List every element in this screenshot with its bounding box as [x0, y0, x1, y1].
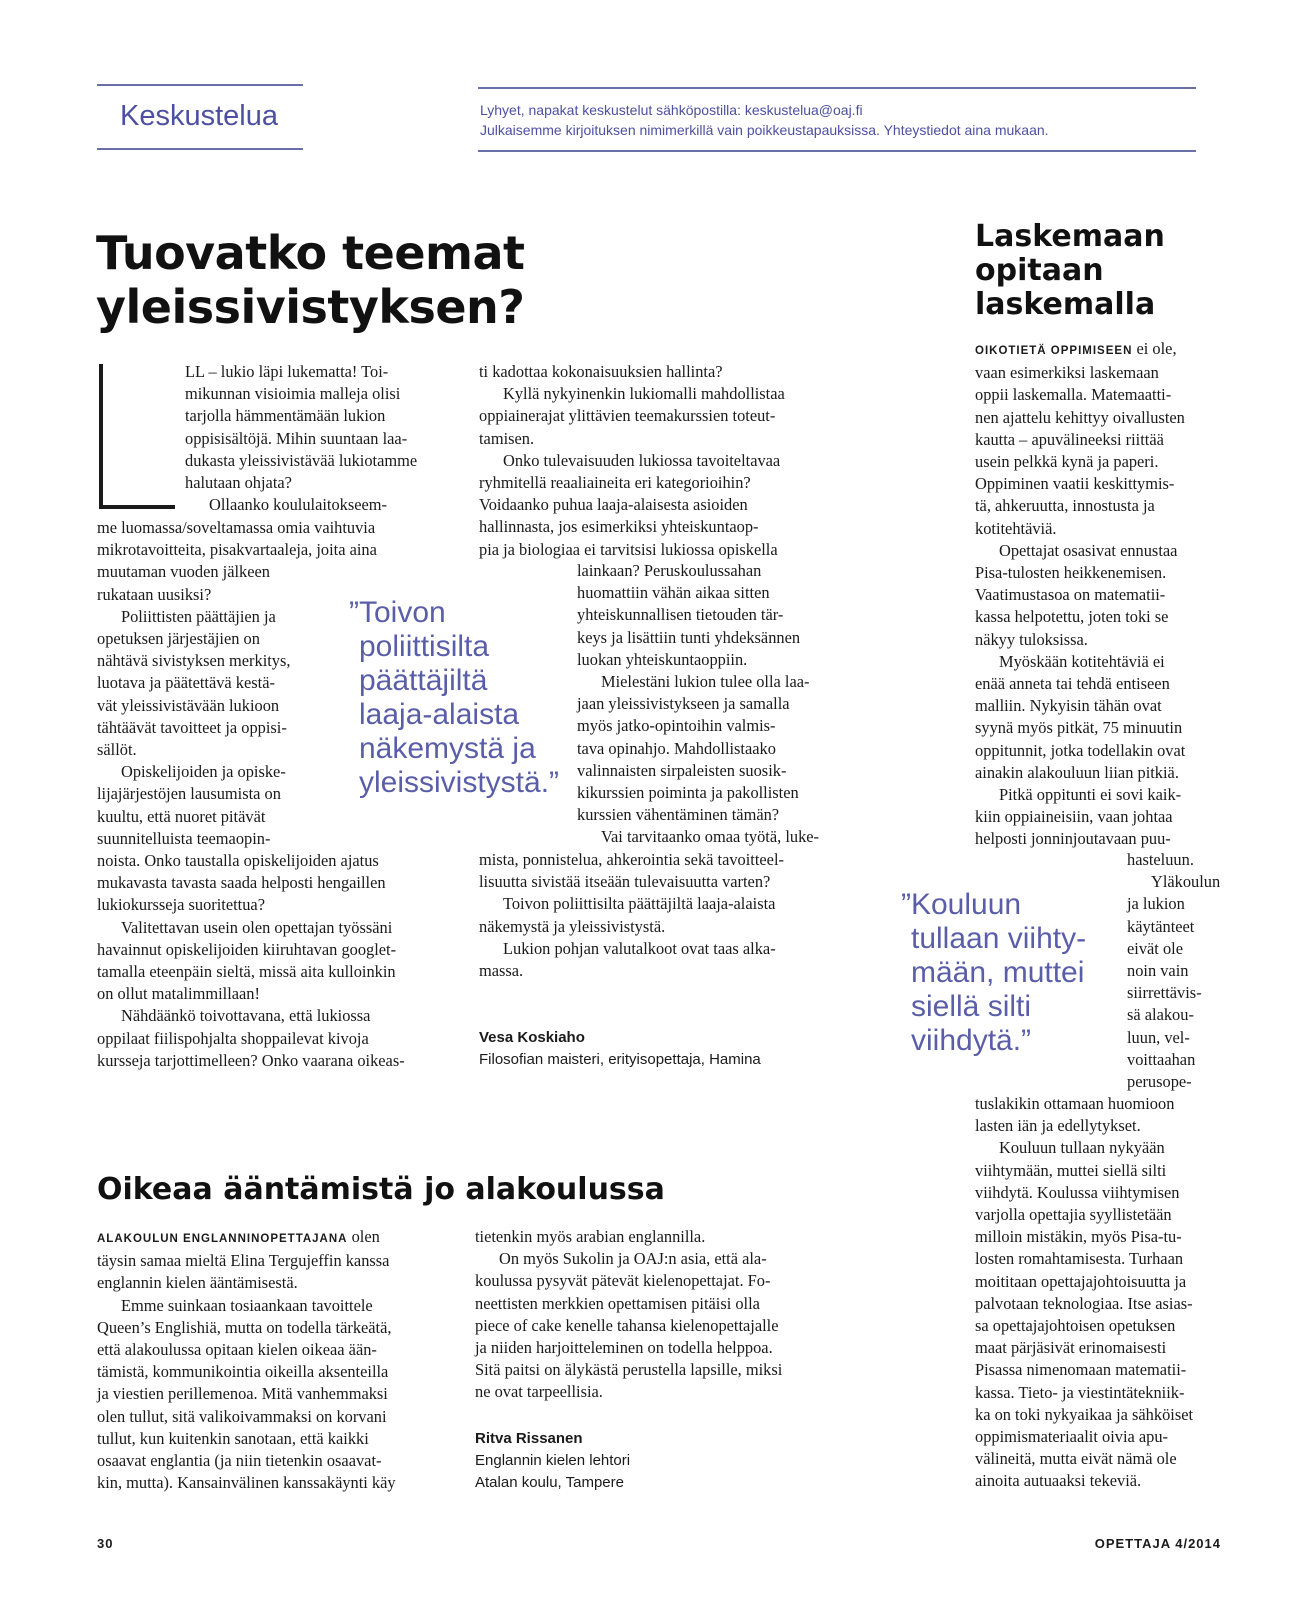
header-rule-left-bottom: [97, 148, 303, 150]
article1-col1-line: kuultu, että nuoret pitävät: [97, 806, 266, 826]
dropcap-l-shape: [98, 364, 175, 510]
article3-line: ainakin alakouluun liian pitkiä.: [975, 762, 1179, 782]
article1-col2-bottom: [479, 849, 839, 982]
article1-col1-line: oppilaat fiilispohjalta shoppailevat kivoja: [97, 1028, 369, 1048]
article1-byline: [479, 1027, 761, 1071]
article3-line: syynä myös pitkät, 75 minuutin: [975, 718, 1183, 738]
article3-line: varjolla opettajia syyllistetään: [975, 1205, 1172, 1225]
article3-line: oppitunnit, jotka todellakin ovat: [975, 740, 1186, 760]
article1-col1-line: tamalla eteenpäin sieltä, missä aita kulloinkin: [97, 962, 396, 982]
article3-line: kiin oppiaineisiin, vaan johtaa: [975, 807, 1173, 827]
article3-line: näkyy tuloksissa.: [975, 629, 1088, 649]
article2-col1-line: Emme suinkaan tosiaankaan tavoittele: [121, 1295, 373, 1315]
article1-pullquote-line: ”Toivon: [349, 596, 446, 629]
article2-headline: Oikeaa ääntämistä jo alakoulussa: [97, 1172, 665, 1207]
article3-headline-line3: laskemalla: [975, 287, 1156, 322]
article1-col1-line: Valitettavan usein olen opettajan työssäni: [121, 917, 393, 937]
article1-col1-line: nähtävä sivistyksen merkitys,: [97, 651, 291, 671]
article3-pullquote-line: siellä silti: [911, 990, 1032, 1023]
article3-line: tuslakikin ottamaan huomioon: [975, 1094, 1175, 1113]
article1-col2-line: kurssien vähentäminen tämän?: [577, 805, 780, 825]
article3-line: siirrettävis-: [1127, 983, 1202, 1003]
article1-col1-line: dukasta yleissivistävää lukiotamme: [185, 450, 418, 470]
article1-author-name: Vesa Koskiaho: [479, 1029, 585, 1046]
article1-col1-line: vät yleissivistävään lukioon: [97, 695, 280, 715]
article2-col2-line: On myös Sukolin ja OAJ:n asia, että ala-: [499, 1249, 767, 1269]
article1-col2-line: jaan yleissivistykseen ja samalla: [577, 694, 790, 714]
article3-pullquote-line: ”Kouluun: [901, 888, 1022, 921]
article3-line: välineitä, mutta eivät nämä ole: [975, 1449, 1177, 1469]
article3-first-line: [975, 338, 1225, 362]
article3-line: käytänteet: [1127, 916, 1195, 936]
article1-col1-line: me luomassa/soveltamassa omia vaihtuvia: [97, 518, 376, 537]
article1-col1-line: lijajärjestöjen lausumista on: [97, 784, 281, 804]
article1-col2-line: yhteiskunnallisen tietouden tär-: [577, 605, 784, 625]
article2-author-info-line2: Atalan koulu, Tampere: [475, 1474, 624, 1491]
article3-lead-caps: OIKOTIETÄ OPPIMISEEN: [975, 345, 1133, 357]
header-info: [480, 100, 1196, 140]
article1-col1-line: mikunnan visioimia malleja olisi: [185, 384, 401, 404]
article1-col1-line: opetuksen järjestäjien on: [97, 629, 260, 649]
header-rule-right-bottom: [478, 150, 1196, 152]
article3-line: usein pelkkä kynä ja paperi.: [975, 452, 1159, 472]
article1-col2-line: Kyllä nykyinenkin lukiomalli mahdollistaa: [503, 384, 785, 404]
article1-pullquote-line: päättäjiltä: [359, 664, 488, 697]
header-info-line1: Lyhyet, napakat keskustelut sähköpostilla: keskustelua@oaj.fi: [480, 102, 863, 118]
article1-col2-line: hallinnasta, jos esimerkiksi yhteiskuntaop-: [479, 517, 759, 537]
article1-headline: [96, 226, 525, 334]
article1-col2-line: näkemystä ja yleissivistystä.: [479, 916, 666, 936]
article1-col2-line: ryhmitellä reaaliaineita eri kategorioihin?: [479, 473, 751, 493]
article3-line: palvotaan teknologiaa. Itse asias-: [975, 1293, 1193, 1313]
article1-col1-line: luotava ja päätettävä kestä-: [97, 673, 275, 693]
article1-col2-line: lisuutta sivistää itseään tulevaisuutta varten?: [479, 872, 771, 892]
article1-col1-line: on ollut matalimmillaan!: [97, 984, 260, 1004]
article2-col1-line: että alakoulussa opitaan kielen oikeaa ään-: [97, 1340, 377, 1360]
article1-col2-mid: [577, 560, 842, 849]
article1-col2-line: pia ja biologiaa ei tarvitsisi lukiossa opiskella: [479, 539, 778, 559]
article1-col2-line: myös jatko-opintoihin valmis-: [577, 716, 776, 736]
article2-col1-line: kin, mutta). Kansainvälinen kanssakäynti käy: [97, 1473, 396, 1493]
article3-line: oppimismateriaalit oivia apu-: [975, 1427, 1168, 1447]
article2-col1: [97, 1226, 457, 1494]
article2-col2-line: tietenkin myös arabian englannilla.: [475, 1227, 706, 1246]
page-number: 30: [97, 1536, 114, 1551]
article1-col1-line: LL – lukio läpi lukematta! Toi-: [185, 362, 389, 381]
article1-col2-line: valinnaisten sirpaleisten suosik-: [577, 760, 787, 780]
article1-col2-line: Lukion pohjan valutalkoot ovat taas alka-: [503, 938, 776, 958]
article3-col-bottom: [975, 1093, 1225, 1493]
article1-col2-line: tamisen.: [479, 428, 535, 448]
article3-line: Pisa-tulosten heikkenemisen.: [975, 563, 1167, 583]
article1-author-info: Filosofian maisteri, erityisopettaja, Hamina: [479, 1051, 761, 1068]
article3-line: viihdytä. Koulussa viihtymisen: [975, 1182, 1180, 1202]
article1-headline-line2: yleissivistyksen?: [96, 280, 525, 334]
article1-col1-line: lukiokursseja suoritettua?: [97, 895, 265, 915]
article3-line: Opettajat osasivat ennustaa: [999, 540, 1178, 560]
article1-col1-line: Poliittisten päättäjien ja: [121, 606, 276, 626]
article2-byline: [475, 1428, 630, 1494]
dropcap-l: [98, 364, 175, 510]
header-info-line2: Julkaisemme kirjoituksen nimimerkillä vain poikkeustapauksissa. Yhteystiedot aina mukaan.: [480, 122, 1049, 138]
article3-line: enää anneta tai tehdä entiseen: [975, 674, 1170, 694]
article1-col2-line: tava opinahjo. Mahdollistaako: [577, 738, 776, 758]
article1-col2-line: Toivon poliittisilta päättäjiltä laaja-alaista: [503, 894, 776, 914]
article3-line: voittaahan: [1127, 1049, 1196, 1069]
article3-line: perusope-: [1127, 1072, 1192, 1092]
article3-pullquote-line: mään, muttei: [911, 956, 1085, 989]
article1-col1-line: Nähdäänkö toivottavana, että lukiossa: [121, 1006, 371, 1026]
article3-line: sä alakou-: [1127, 1005, 1194, 1025]
article3-headline-line1: Laskemaan: [975, 219, 1165, 254]
article3-line: nen ajattelu kehittyy oivallusten: [975, 407, 1185, 427]
article2-col2-line: piece of cake kenelle tahansa kielenopettajalle: [475, 1315, 779, 1335]
article2-col1-line: tullut, kun kuitenkin sanotaan, että kaikki: [97, 1428, 369, 1448]
article3-line: luun, vel-: [1127, 1027, 1190, 1047]
article3-headline: [975, 220, 1165, 322]
article1-col2-line: mista, ponnistelua, ahkerointia sekä tavoitteel-: [479, 850, 784, 869]
article3-line: kautta – apuvälineeksi riittää: [975, 429, 1164, 449]
article3-line: kotitehtäviä.: [975, 518, 1057, 538]
publication-footer: OPETTAJA 4/2014: [1094, 1536, 1221, 1551]
article2-col2-line: koulussa pysyvät pätevät kielenopettajat. Fo-: [475, 1271, 771, 1291]
article3-line: milloin mistäkin, myös Pisa-tu-: [975, 1227, 1182, 1247]
article1-col1-line: mukavasta tavasta saada helposti hengaillen: [97, 873, 386, 893]
article1-headline-line1: Tuovatko teemat: [96, 226, 525, 280]
article3-line: noin vain: [1127, 961, 1189, 981]
article2-col2-line: Sitä paitsi on älykästä perustella lapsille, miksi: [475, 1360, 783, 1380]
article3-pullquote-line: viihdytä.”: [911, 1024, 1032, 1057]
article3-line: maat pärjäsivät erinomaisesti: [975, 1338, 1167, 1358]
article3-line: Pisassa nimenomaan matematii-: [975, 1360, 1187, 1380]
article1-col2-line: luokan yhteiskuntaoppiin.: [577, 649, 748, 669]
article3-line: Oppiminen vaatii keskittymis-: [975, 474, 1175, 494]
article1-col1-line: tähtäävät tavoitteet ja oppisi-: [97, 717, 287, 737]
article3-col-mid: [1127, 849, 1227, 1093]
article1-col1-line: sällöt.: [97, 740, 137, 760]
article2-col1-line: olen tullut, sitä valikoivammaksi on korvani: [97, 1406, 387, 1426]
article2-col2: [475, 1226, 835, 1404]
article3-line: hasteluun.: [1127, 850, 1194, 869]
article1-col2-line: Onko tulevaisuuden lukiossa tavoiteltavaa: [503, 450, 781, 470]
article1-pullquote-line: laaja-alaista: [359, 698, 520, 731]
article2-col2-line: ja niiden harjoitteleminen on todella helppoa.: [475, 1338, 773, 1358]
article2-col1-line: ja viestien perillemenoa. Mitä vanhemmaksi: [97, 1384, 388, 1404]
article1-col1-line: halutaan ohjata?: [185, 473, 292, 493]
article1-col2-line: Voidaanko puhua laaja-alaisesta asioiden: [479, 495, 748, 515]
article1-col2-top: [479, 361, 839, 561]
article3-line: lasten iän ja edellytykset.: [975, 1116, 1141, 1136]
article2-col1-line: osaavat englantia (ja niin tietenkin osaavat-: [97, 1451, 382, 1471]
article3-headline-line2: opitaan: [975, 253, 1104, 288]
article3-line: moititaan opettajajohtoisuutta ja: [975, 1271, 1187, 1291]
article3-line: oppii laskemalla. Matemaatti-: [975, 385, 1172, 405]
article1-pullquote-line: näkemystä ja: [359, 732, 536, 765]
article3-first-rest: ei ole,: [1132, 339, 1177, 358]
article3-line: viihtymään, muttei siellä silti: [975, 1160, 1167, 1180]
article3-line: sa opettajajohtoisen opetuksen: [975, 1316, 1176, 1336]
article1-col2-line: Vai tarvitaanko omaa työtä, luke-: [601, 827, 820, 847]
article3-line: ka on toki nykyaikaa ja sähköiset: [975, 1404, 1194, 1424]
article2-col1-line: Queen’s Englishiä, mutta on todella tärkeätä,: [97, 1317, 392, 1337]
article1-col1-line: oppisisältöjä. Mihin suuntaan laa-: [185, 428, 408, 448]
article3-line: ja lukion: [1127, 894, 1185, 914]
article1-col1-line: muutaman vuoden jälkeen: [97, 562, 270, 582]
article2-col1-line: täysin samaa mieltä Elina Tergujeffin kanssa: [97, 1251, 390, 1271]
article2-first-rest: olen: [347, 1227, 380, 1246]
article3-line: helposti jonninjoutavaan puu-: [975, 829, 1171, 849]
article3-line: eivät ole: [1127, 938, 1183, 958]
article1-col1-top: [185, 361, 453, 516]
header-rule-left-top: [97, 84, 303, 86]
article3-line: vaan esimerkiksi laskemaan: [975, 363, 1159, 383]
article1-col2-line: kikurssien poiminta ja pakollisten: [577, 783, 799, 803]
article3-line: Pitkä oppitunti ei sovi kaik-: [999, 785, 1182, 805]
article1-col2-line: massa.: [479, 961, 524, 981]
article2-lead-caps: ALAKOULUN ENGLANNINOPETTAJANA: [97, 1233, 348, 1245]
article2-col1-line: englannin kielen ääntämisestä.: [97, 1273, 298, 1293]
article3-pullquote-line: tullaan viihty-: [911, 922, 1087, 955]
article1-col1-line: suunnitelluista teemaopin-: [97, 828, 271, 848]
article3-pullquote: [901, 888, 1121, 1058]
article1-col2-line: huomattiin vähän aikaa sitten: [577, 583, 770, 603]
article1-col2-line: Mielestäni lukion tulee olla laa-: [601, 672, 810, 692]
article1-pullquote-line: poliittisilta: [359, 630, 490, 663]
article3-line: ainoita autuaaksi tekeviä.: [975, 1471, 1142, 1491]
dropcap-letter: [98, 364, 99, 365]
article3-line: Myöskään kotitehtäviä ei: [999, 651, 1165, 671]
article1-col1-line: Ollaanko koululaitokseem-: [209, 495, 387, 515]
article1-col1-line: mikrotavoitteita, pisakvartaaleja, joita aina: [97, 540, 377, 560]
article1-col2-line: ti kadottaa kokonaisuuksien hallinta?: [479, 362, 723, 381]
article1-col2-line: oppiainerajat ylittävien teemakurssien toteut-: [479, 406, 776, 426]
article1-col1-line: kursseja tarjottimelleen? Onko vaarana oikeas-: [97, 1050, 405, 1070]
header-rule-right-top: [478, 87, 1196, 89]
article3-line: Yläkoulun: [1151, 872, 1221, 892]
article2-author-name: Ritva Rissanen: [475, 1430, 583, 1447]
article2-col1-line: tämistä, kommunikointia oikeilla aksenteilla: [97, 1362, 389, 1382]
article1-col1-line: havainnut opiskelijoiden kiiruhtavan googlet-: [97, 939, 397, 959]
article1-pullquote: [349, 596, 569, 800]
article1-col2-line: keys ja lisättiin tunti yhdeksännen: [577, 627, 801, 647]
article2-col1-lines: [97, 1250, 457, 1494]
article1-col1-line: tarjolla hämmentämään lukion: [185, 406, 386, 426]
article3-line: kassa helpotettu, joten toki se: [975, 607, 1169, 627]
article3-line: Kouluun tullaan nykyään: [999, 1138, 1165, 1158]
article3-line: Vaatimustasoa on matematii-: [975, 585, 1166, 605]
article1-col1-line: Opiskelijoiden ja opiske-: [121, 762, 286, 782]
article1-pullquote-line: yleissivistystä.”: [359, 766, 560, 799]
article1-col2-line: lainkaan? Peruskoulussahan: [577, 561, 762, 580]
article2-col2-line: neettisten merkkien opettamisen pitäisi olla: [475, 1293, 760, 1313]
article3-col-top: [975, 338, 1225, 851]
section-label: Keskustelua: [120, 100, 278, 132]
article3-line: losten romahtamisesta. Turhaan: [975, 1249, 1184, 1269]
article3-lines-a: [975, 362, 1225, 850]
article3-line: malliin. Nykyisin tähän ovat: [975, 696, 1162, 716]
article1-col1-line: noista. Onko taustalla opiskelijoiden ajatus: [97, 851, 379, 871]
article3-line: tä, ahkeruutta, innostusta ja: [975, 496, 1155, 516]
article1-col1-line: rukataan uusiksi?: [97, 584, 212, 604]
article3-line: kassa. Tieto- ja viestintätekniik-: [975, 1382, 1185, 1402]
article2-first-line: [97, 1226, 457, 1250]
article2-author-info-line1: Englannin kielen lehtori: [475, 1452, 631, 1469]
article2-col2-line: ne ovat tarpeellisia.: [475, 1382, 603, 1402]
